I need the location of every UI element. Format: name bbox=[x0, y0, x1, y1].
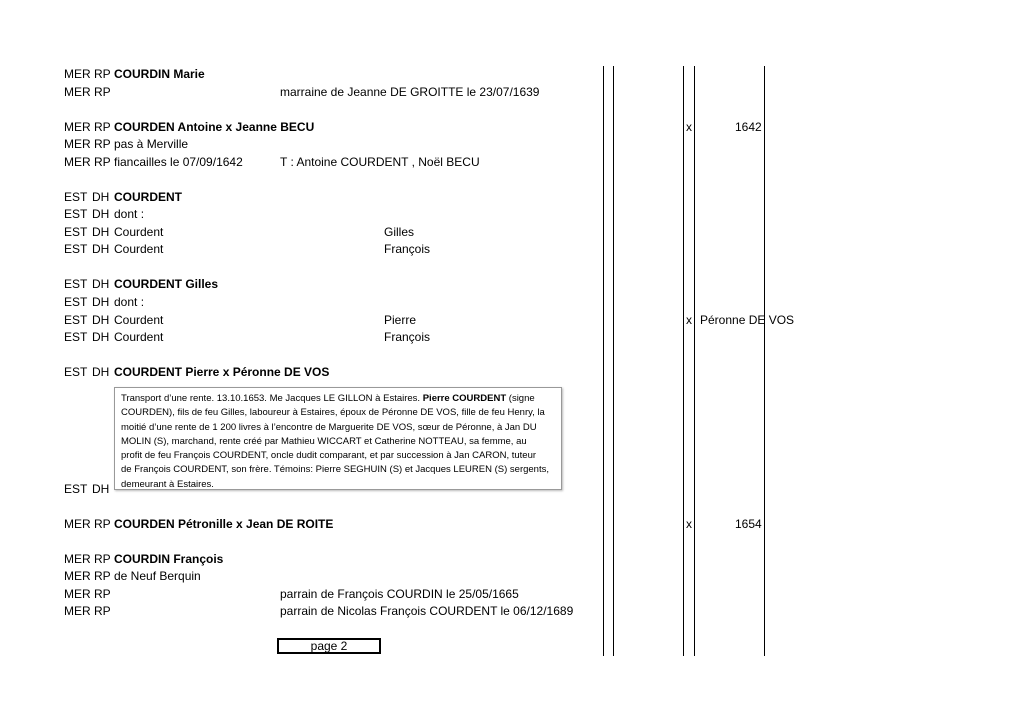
entry-line bbox=[0, 85, 1024, 102]
entry-text: dont : bbox=[114, 207, 145, 221]
given-name: Pierre bbox=[384, 313, 417, 327]
source-subcode: DH bbox=[92, 277, 110, 291]
note-line: moitié d’une rente de 1 200 livres à l’encontre de Marguerite DE VOS, sœur de Péronne, à Jan DU bbox=[121, 421, 537, 433]
source-subcode: DH bbox=[92, 313, 110, 327]
entry-text: Courdent bbox=[114, 225, 164, 239]
given-name: Gilles bbox=[384, 225, 415, 239]
entry-line bbox=[0, 277, 1024, 294]
source-code: MER RP bbox=[64, 155, 111, 169]
entry-line bbox=[0, 313, 1024, 330]
entry-line bbox=[0, 587, 1024, 604]
entry-line bbox=[0, 120, 1024, 137]
source-code: MER RP bbox=[64, 120, 111, 134]
entry-text: pas à Merville bbox=[114, 137, 189, 151]
marriage-mark: x bbox=[686, 517, 692, 531]
note-line: profit de feu François COURDENT, oncle dudit comparant, et par succession à Jan CARON, tuteur bbox=[121, 450, 537, 462]
entry-line bbox=[0, 207, 1024, 224]
source-code: EST bbox=[64, 242, 88, 256]
entry-line bbox=[0, 190, 1024, 207]
source-code: MER RP bbox=[64, 552, 111, 566]
entry-heading: COURDEN Antoine x Jeanne BECU bbox=[114, 120, 315, 134]
entry-text: fiancailles le 07/09/1642 bbox=[114, 155, 243, 169]
source-code: EST bbox=[64, 190, 88, 204]
entry-text: dont : bbox=[114, 295, 145, 309]
source-code: MER RP bbox=[64, 517, 111, 531]
note-line bbox=[121, 392, 555, 406]
entry-line bbox=[0, 225, 1024, 242]
entry-text: Courdent bbox=[114, 313, 164, 327]
note-line: de François COURDENT, son frère. Témoins: Pierre SEGHUIN (S) et Jacques LEUREN (S) sergents, bbox=[121, 464, 549, 476]
notarial-note-box bbox=[114, 387, 562, 490]
note-line: demeurant à Estaires. bbox=[121, 478, 214, 490]
entry-text: de Neuf Berquin bbox=[114, 569, 201, 583]
entry-text: Courdent bbox=[114, 242, 164, 256]
source-subcode: DH bbox=[92, 225, 110, 239]
entry-heading: COURDEN Pétronille x Jean DE ROITE bbox=[114, 517, 334, 531]
source-code: MER RP bbox=[64, 569, 111, 583]
entry-line bbox=[0, 295, 1024, 312]
source-code: EST bbox=[64, 207, 88, 221]
entry-line bbox=[0, 569, 1024, 586]
entry-heading: COURDENT Pierre x Péronne DE VOS bbox=[114, 365, 330, 379]
entry-line bbox=[0, 482, 1024, 499]
source-code: EST bbox=[64, 277, 88, 291]
note-text: (signe bbox=[508, 393, 535, 404]
source-code: EST bbox=[64, 313, 88, 327]
entry-line bbox=[0, 552, 1024, 569]
source-subcode: DH bbox=[92, 365, 110, 379]
entry-heading: COURDENT bbox=[114, 190, 182, 204]
marriage-mark: x bbox=[686, 313, 692, 327]
spouse-name: Péronne DE VOS bbox=[700, 313, 795, 327]
marriage-year: 1642 bbox=[735, 120, 762, 134]
page-number: page 2 bbox=[277, 638, 381, 654]
note-text: Transport d’une rente. 13.10.1653. Me Jacques LE GILLON à Estaires. bbox=[121, 393, 421, 404]
note-line: COURDEN), fils de feu Gilles, laboureur à Estaires, époux de Péronne DE VOS, fille de feu Henry, la bbox=[121, 407, 545, 419]
marriage-year: 1654 bbox=[735, 517, 762, 531]
entry-detail: T : Antoine COURDENT , Noël BECU bbox=[280, 155, 480, 169]
source-code: MER RP bbox=[64, 604, 111, 618]
source-code: MER RP bbox=[64, 137, 111, 151]
source-subcode: DH bbox=[92, 330, 110, 344]
source-subcode: DH bbox=[92, 295, 110, 309]
source-code: MER RP bbox=[64, 67, 111, 81]
entry-line bbox=[0, 517, 1024, 534]
source-code: EST bbox=[64, 482, 88, 496]
entry-line bbox=[0, 137, 1024, 154]
source-code: EST bbox=[64, 330, 88, 344]
entry-line bbox=[0, 330, 1024, 347]
entry-line bbox=[0, 365, 1024, 382]
entry-line bbox=[0, 604, 1024, 621]
entry-text: Courdent bbox=[114, 330, 164, 344]
source-subcode: DH bbox=[92, 207, 110, 221]
source-code: EST bbox=[64, 225, 88, 239]
entry-line bbox=[0, 155, 1024, 172]
marriage-mark: x bbox=[686, 120, 692, 134]
entry-line bbox=[0, 242, 1024, 259]
given-name: François bbox=[384, 242, 431, 256]
note-bold-name: Pierre COURDENT bbox=[422, 393, 507, 404]
source-subcode: DH bbox=[92, 242, 110, 256]
entry-detail: parrain de François COURDIN le 25/05/1665 bbox=[280, 587, 519, 601]
given-name: François bbox=[384, 330, 431, 344]
entry-heading: COURDIN François bbox=[114, 552, 224, 566]
source-code: EST bbox=[64, 295, 88, 309]
source-subcode: DH bbox=[92, 190, 110, 204]
entry-detail: marraine de Jeanne DE GROITTE le 23/07/1639 bbox=[280, 85, 540, 99]
source-subcode: DH bbox=[92, 482, 110, 496]
source-code: MER RP bbox=[64, 587, 111, 601]
entry-detail: parrain de Nicolas François COURDENT le 06/12/1689 bbox=[280, 604, 574, 618]
note-line: MOLIN (S), marchand, rente créé par Mathieu WICCART et Catherine NOTTEAU, sa femme, au bbox=[121, 435, 527, 447]
source-code: EST bbox=[64, 365, 88, 379]
entry-heading: COURDENT Gilles bbox=[114, 277, 219, 291]
source-code: MER RP bbox=[64, 85, 111, 99]
entry-heading: COURDIN Marie bbox=[114, 67, 205, 81]
entry-line bbox=[0, 67, 1024, 84]
